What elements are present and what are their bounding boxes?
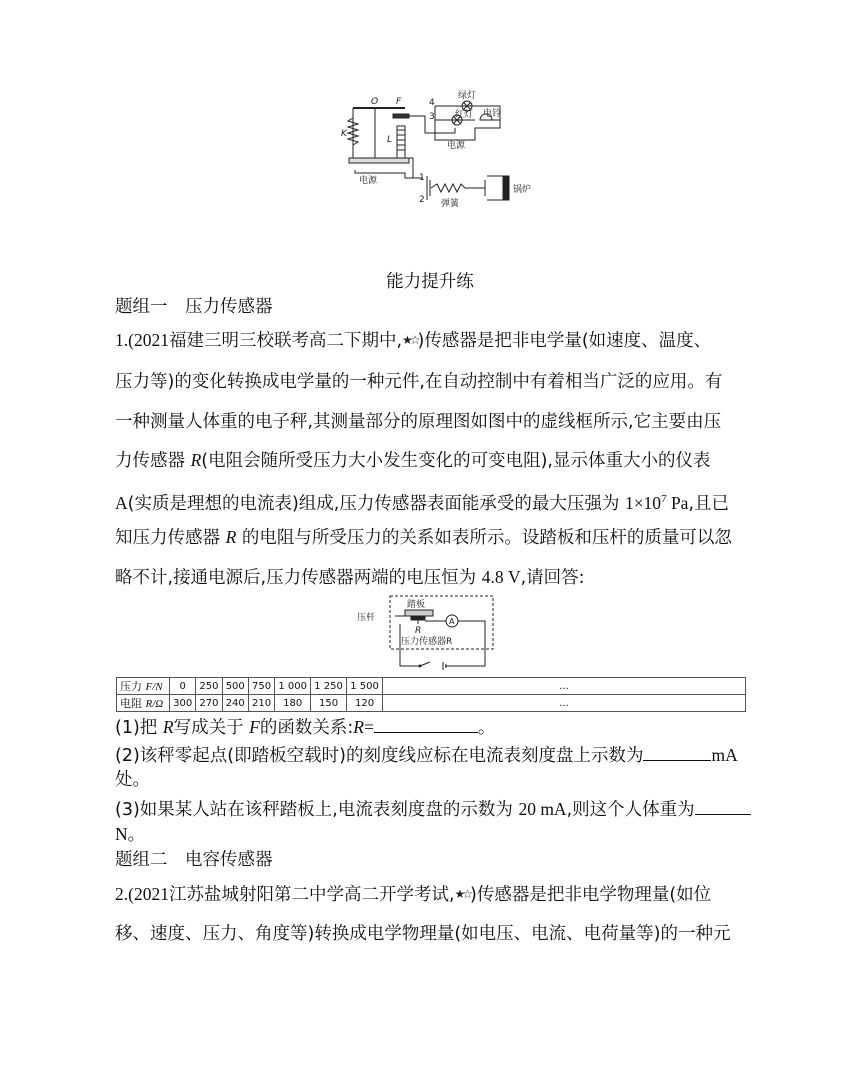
label-sensor: 压力传感器R bbox=[401, 637, 453, 647]
q1-line1 bbox=[115, 328, 711, 353]
table-cell: 500 bbox=[222, 678, 248, 695]
table-cell-ellipsis: ... bbox=[383, 695, 746, 712]
q1-line3: 一种测量人体重的电子秤,其测量部分的原理图如图中的虚线框所示,它主要由压 bbox=[115, 412, 722, 432]
sub-question-2: (2)该秤零起点(即踏板空载时)的刻度线应标在电流表刻度盘上示数为 mA bbox=[115, 742, 738, 768]
q2-source: 江苏盐城射阳第二中学高二开学考试, bbox=[168, 885, 455, 905]
table-cell: 180 bbox=[275, 695, 311, 712]
q1-text-7c: ,请回答: bbox=[520, 568, 585, 588]
label-press-rod: 压杆 bbox=[357, 613, 376, 623]
q1-text-1: )传感器是把非电学量(如速度、温度、 bbox=[417, 331, 712, 351]
q1-text-4c: (电阻会随所受压力大小发生变化的可变电阻),显示体重大小的仪表 bbox=[201, 451, 711, 471]
group1-title: 题组一 压力传感器 bbox=[115, 297, 273, 317]
label-K: K bbox=[341, 129, 347, 139]
max-pressure-unit: Pa bbox=[666, 492, 689, 513]
q1-line4 bbox=[115, 448, 711, 473]
table-cell-ellipsis: ... bbox=[383, 678, 746, 695]
sub-question-2-cont: 处。 bbox=[115, 770, 150, 790]
sub-question-3-cont: N。 bbox=[115, 824, 146, 845]
table-cell: 250 bbox=[196, 678, 222, 695]
label-boiler: 锅炉 bbox=[513, 185, 532, 195]
q1-text-5f: ,且已 bbox=[688, 493, 730, 514]
table-row bbox=[117, 695, 746, 712]
table-cell: 1 500 bbox=[347, 678, 383, 695]
table-cell: 210 bbox=[248, 695, 274, 712]
table-cell: 1 000 bbox=[275, 678, 311, 695]
label-3: 3 bbox=[429, 112, 435, 122]
label-green-lamp: 绿灯 bbox=[458, 91, 477, 101]
var-R: R bbox=[225, 527, 237, 547]
difficulty-star-icon: ★☆ bbox=[402, 333, 418, 347]
q1-source-year: (2021 bbox=[128, 330, 169, 350]
group2-title: 题组二 电容传感器 bbox=[115, 850, 273, 870]
row-header-force: 压力 F/N bbox=[117, 678, 170, 695]
scale-circuit-figure bbox=[355, 594, 495, 674]
q1-number: 1. bbox=[115, 330, 129, 350]
label-1: 1 bbox=[419, 173, 425, 183]
answer-blank-1[interactable] bbox=[374, 714, 478, 733]
q1-line5 bbox=[115, 487, 729, 516]
table-cell: 270 bbox=[196, 695, 222, 712]
q2-source-year: (2021 bbox=[128, 884, 169, 904]
q1-text-6a: 知压力传感器 bbox=[115, 528, 220, 548]
label-ammeter: A bbox=[449, 617, 455, 626]
table-cell: 120 bbox=[347, 695, 383, 712]
table-cell: 1 250 bbox=[311, 678, 347, 695]
q1-text-6c: 的电阻与所受压力的关系如表所示。设踏板和压杆的质量可以忽 bbox=[241, 528, 732, 548]
q1-source: 福建三明三校联考高二下期中, bbox=[168, 331, 403, 351]
difficulty-star-icon: ★☆ bbox=[454, 887, 471, 901]
answer-blank-3[interactable] bbox=[695, 796, 751, 815]
max-pressure-exp: 7 bbox=[661, 493, 667, 505]
boiler-alarm-circuit-figure bbox=[335, 88, 535, 216]
q1-text-5b: (实质是理想的电流表)组成,压力传感器表面能承受的最大压强为 bbox=[127, 493, 620, 514]
answer-blank-2[interactable] bbox=[643, 742, 711, 761]
row-header-resistance: 电阻 R/Ω bbox=[117, 695, 170, 712]
voltage-value: 4.8 V bbox=[481, 567, 521, 587]
label-2: 2 bbox=[419, 195, 425, 205]
table-cell: 150 bbox=[311, 695, 347, 712]
label-L: L bbox=[387, 135, 393, 145]
table-cell: 0 bbox=[170, 678, 196, 695]
label-red-lamp: 红灯 bbox=[455, 110, 474, 120]
q1-line2: 压力等)的变化转换成电学量的一种元件,在自动控制中有着相当广泛的应用。有 bbox=[115, 372, 723, 392]
var-R: R bbox=[190, 450, 202, 470]
q1-text-7a: 略不计,接通电源后,压力传感器两端的电压恒为 bbox=[115, 568, 477, 588]
section-title: 能力提升练 bbox=[386, 272, 474, 292]
ammeter-symbol: A bbox=[115, 492, 128, 513]
label-pedal: 踏板 bbox=[407, 600, 426, 610]
table-cell: 750 bbox=[248, 678, 274, 695]
q2-number: 2. bbox=[115, 884, 129, 904]
q1-text-4a: 力传感器 bbox=[115, 451, 185, 471]
sub-question-1: (1)把 R写成关于 F的函数关系:R= 。 bbox=[115, 714, 495, 740]
table-cell: 300 bbox=[170, 695, 196, 712]
label-F: F bbox=[396, 97, 402, 107]
label-O: O bbox=[371, 97, 379, 107]
label-bell: 电铃 bbox=[483, 109, 502, 119]
force-resistance-table bbox=[116, 677, 746, 712]
label-power-left: 电源 bbox=[359, 176, 378, 186]
label-spring: 弹簧 bbox=[441, 199, 460, 209]
sub-question-3: (3)如果某人站在该秤踏板上,电流表刻度盘的示数为 20 mA,则这个人体重为 bbox=[115, 796, 751, 822]
q1-line6 bbox=[115, 525, 732, 550]
max-pressure-base: 1×10 bbox=[624, 492, 662, 513]
q2-text-1: )传感器是把非电学物理量(如位 bbox=[470, 885, 712, 905]
q1-line7 bbox=[115, 565, 585, 590]
table-row bbox=[117, 678, 746, 695]
q2-line1 bbox=[115, 882, 711, 907]
table-cell: 240 bbox=[222, 695, 248, 712]
q2-line2: 移、速度、压力、角度等)转换成电学物理量(如电压、电流、电荷量等)的一种元 bbox=[115, 924, 731, 944]
label-power-top: 电源 bbox=[447, 141, 466, 151]
label-sensor-R: R bbox=[415, 626, 422, 636]
label-4: 4 bbox=[429, 98, 435, 108]
